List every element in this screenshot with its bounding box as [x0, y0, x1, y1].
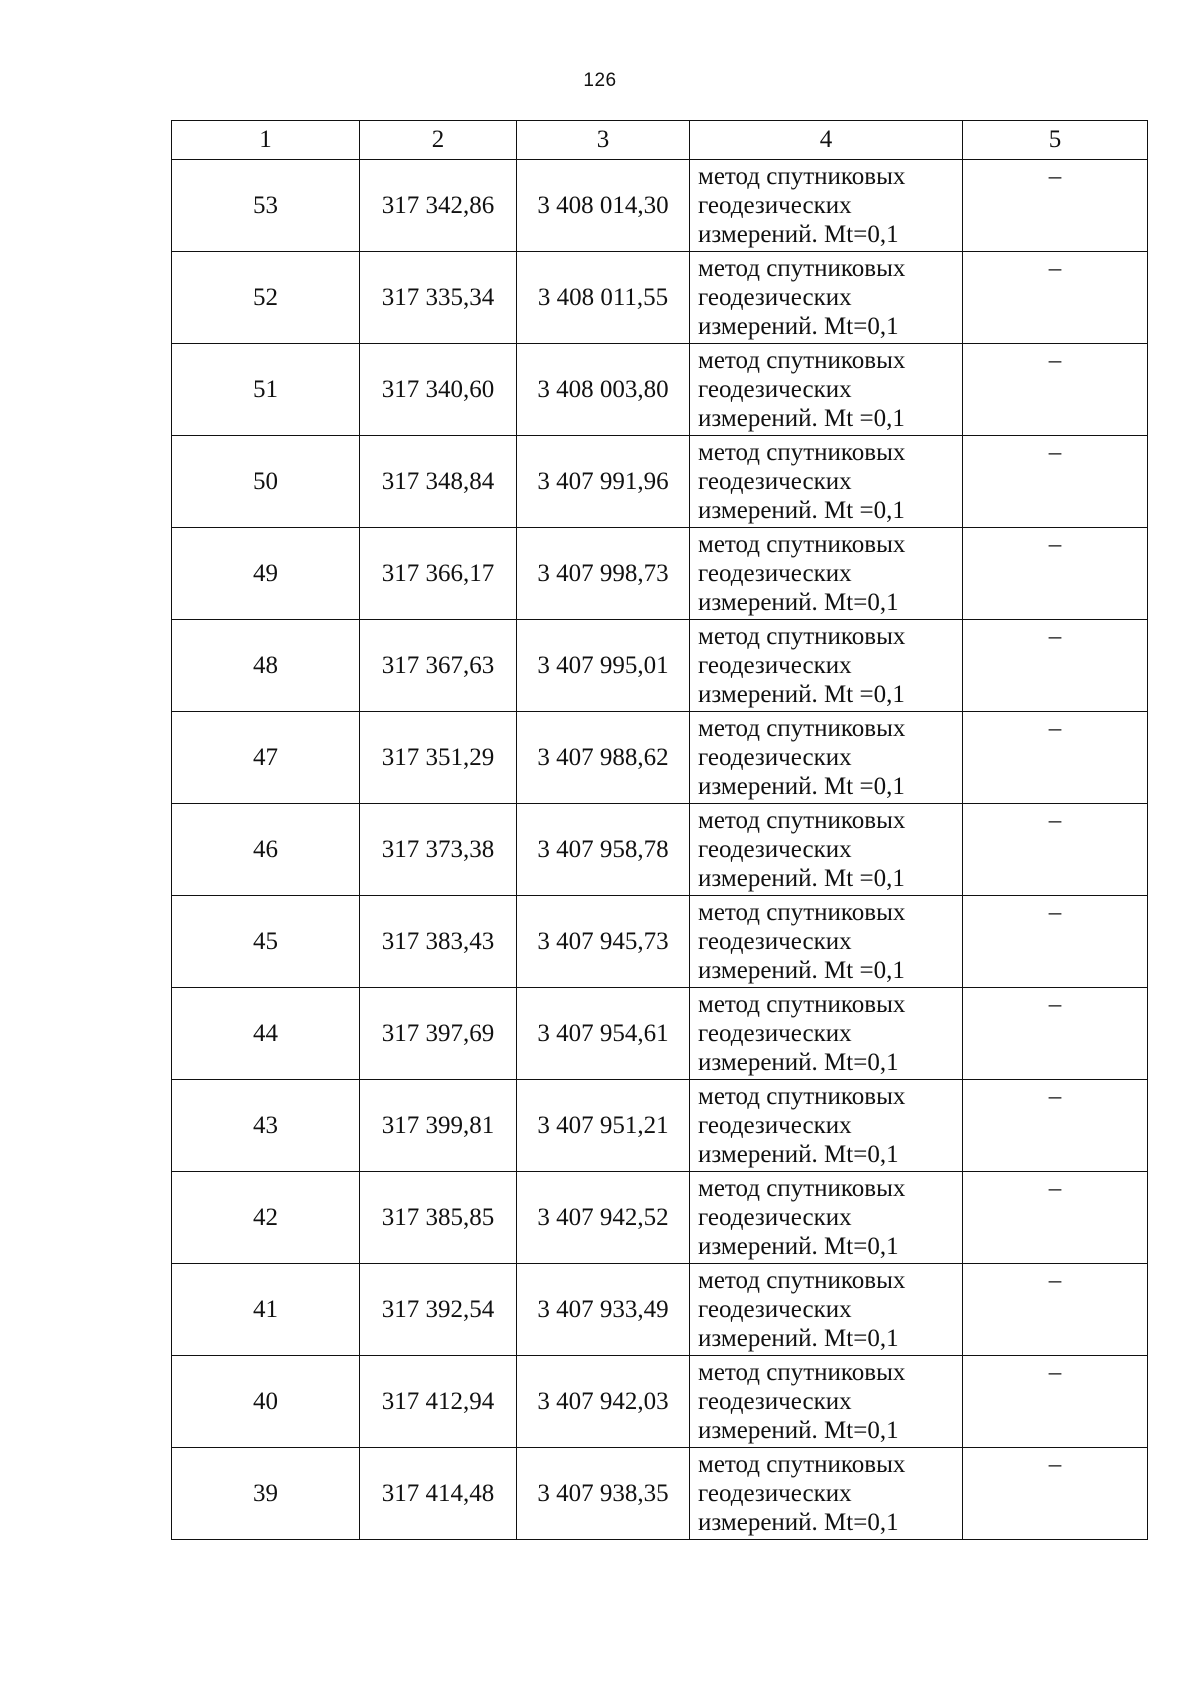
column-header-4: 4 [690, 121, 963, 160]
x-coordinate-cell: 317 342,86 [360, 160, 517, 252]
method-cell [690, 1356, 963, 1448]
header-row [172, 121, 1148, 160]
point-number-cell: 39 [172, 1448, 360, 1540]
method-line: геодезических [698, 376, 852, 403]
point-number-cell: 47 [172, 712, 360, 804]
method-cell [690, 712, 963, 804]
method-line: геодезических [698, 1112, 852, 1139]
method-line: метод спутниковых [698, 163, 906, 190]
method-line: измерений. Mt =0,1 [698, 773, 905, 800]
method-line: метод спутниковых [698, 623, 906, 650]
method-cell [690, 1264, 963, 1356]
method-line: измерений. Mt=0,1 [698, 589, 899, 616]
method-line: измерений. Mt=0,1 [698, 1233, 899, 1260]
table-row [172, 436, 1148, 528]
y-coordinate-cell: 3 408 014,30 [517, 160, 690, 252]
method-line: измерений. Mt=0,1 [698, 1417, 899, 1444]
method-line: метод спутниковых [698, 439, 906, 466]
y-coordinate-cell: 3 407 998,73 [517, 528, 690, 620]
note-cell: – [963, 988, 1148, 1080]
method-line: метод спутниковых [698, 255, 906, 282]
table-row [172, 1080, 1148, 1172]
column-header-1: 1 [172, 121, 360, 160]
method-line: геодезических [698, 1388, 852, 1415]
method-cell [690, 988, 963, 1080]
method-line: измерений. Mt =0,1 [698, 957, 905, 984]
method-line: измерений. Mt =0,1 [698, 865, 905, 892]
table-row [172, 1356, 1148, 1448]
method-line: геодезических [698, 652, 852, 679]
table-row [172, 988, 1148, 1080]
column-header-2: 2 [360, 121, 517, 160]
method-line: метод спутниковых [698, 1359, 906, 1386]
method-line: метод спутниковых [698, 991, 906, 1018]
note-cell: – [963, 1448, 1148, 1540]
note-cell: – [963, 712, 1148, 804]
method-line: метод спутниковых [698, 347, 906, 374]
point-number-cell: 46 [172, 804, 360, 896]
method-cell [690, 1172, 963, 1264]
method-line: метод спутниковых [698, 715, 906, 742]
note-cell: – [963, 1080, 1148, 1172]
table-row [172, 1172, 1148, 1264]
coordinates-table [171, 120, 1148, 1540]
note-cell: – [963, 620, 1148, 712]
x-coordinate-cell: 317 348,84 [360, 436, 517, 528]
method-cell [690, 528, 963, 620]
method-line: геодезических [698, 744, 852, 771]
method-line: метод спутниковых [698, 807, 906, 834]
point-number-cell: 48 [172, 620, 360, 712]
y-coordinate-cell: 3 407 942,03 [517, 1356, 690, 1448]
table-row [172, 896, 1148, 988]
method-line: геодезических [698, 192, 852, 219]
point-number-cell: 52 [172, 252, 360, 344]
page-number: 126 [583, 70, 617, 91]
method-cell [690, 620, 963, 712]
method-line: метод спутниковых [698, 1083, 906, 1110]
method-line: метод спутниковых [698, 1451, 906, 1478]
point-number-cell: 51 [172, 344, 360, 436]
note-cell: – [963, 804, 1148, 896]
method-cell [690, 1080, 963, 1172]
note-cell: – [963, 1264, 1148, 1356]
method-cell [690, 160, 963, 252]
note-cell: – [963, 252, 1148, 344]
y-coordinate-cell: 3 407 945,73 [517, 896, 690, 988]
method-cell [690, 436, 963, 528]
point-number-cell: 45 [172, 896, 360, 988]
y-coordinate-cell: 3 408 003,80 [517, 344, 690, 436]
method-line: геодезических [698, 468, 852, 495]
x-coordinate-cell: 317 340,60 [360, 344, 517, 436]
x-coordinate-cell: 317 335,34 [360, 252, 517, 344]
y-coordinate-cell: 3 407 933,49 [517, 1264, 690, 1356]
column-header-3: 3 [517, 121, 690, 160]
x-coordinate-cell: 317 385,85 [360, 1172, 517, 1264]
note-cell: – [963, 344, 1148, 436]
method-line: измерений. Mt=0,1 [698, 313, 899, 340]
y-coordinate-cell: 3 407 942,52 [517, 1172, 690, 1264]
method-line: измерений. Mt=0,1 [698, 1141, 899, 1168]
method-line: геодезических [698, 1204, 852, 1231]
method-line: измерений. Mt=0,1 [698, 1049, 899, 1076]
table-row [172, 252, 1148, 344]
note-cell: – [963, 436, 1148, 528]
table-row [172, 1448, 1148, 1540]
method-line: измерений. Mt =0,1 [698, 405, 905, 432]
table-row [172, 1264, 1148, 1356]
x-coordinate-cell: 317 373,38 [360, 804, 517, 896]
x-coordinate-cell: 317 412,94 [360, 1356, 517, 1448]
y-coordinate-cell: 3 407 938,35 [517, 1448, 690, 1540]
y-coordinate-cell: 3 407 958,78 [517, 804, 690, 896]
method-line: метод спутниковых [698, 1175, 906, 1202]
y-coordinate-cell: 3 407 991,96 [517, 436, 690, 528]
x-coordinate-cell: 317 397,69 [360, 988, 517, 1080]
point-number-cell: 49 [172, 528, 360, 620]
point-number-cell: 44 [172, 988, 360, 1080]
note-cell: – [963, 896, 1148, 988]
method-line: измерений. Mt=0,1 [698, 1509, 899, 1536]
point-number-cell: 41 [172, 1264, 360, 1356]
table-row [172, 160, 1148, 252]
method-line: измерений. Mt=0,1 [698, 221, 899, 248]
point-number-cell: 42 [172, 1172, 360, 1264]
method-cell [690, 344, 963, 436]
x-coordinate-cell: 317 392,54 [360, 1264, 517, 1356]
method-line: геодезических [698, 284, 852, 311]
method-cell [690, 896, 963, 988]
y-coordinate-cell: 3 407 954,61 [517, 988, 690, 1080]
method-line: измерений. Mt =0,1 [698, 681, 905, 708]
method-line: метод спутниковых [698, 899, 906, 926]
note-cell: – [963, 1172, 1148, 1264]
y-coordinate-cell: 3 407 995,01 [517, 620, 690, 712]
note-cell: – [963, 160, 1148, 252]
method-cell [690, 1448, 963, 1540]
y-coordinate-cell: 3 407 988,62 [517, 712, 690, 804]
method-line: геодезических [698, 1296, 852, 1323]
table-row [172, 712, 1148, 804]
x-coordinate-cell: 317 383,43 [360, 896, 517, 988]
x-coordinate-cell: 317 366,17 [360, 528, 517, 620]
table-row [172, 528, 1148, 620]
method-line: метод спутниковых [698, 531, 906, 558]
method-line: измерений. Mt=0,1 [698, 1325, 899, 1352]
method-line: геодезических [698, 1020, 852, 1047]
y-coordinate-cell: 3 407 951,21 [517, 1080, 690, 1172]
method-cell [690, 252, 963, 344]
column-header-5: 5 [963, 121, 1148, 160]
method-line: метод спутниковых [698, 1267, 906, 1294]
method-cell [690, 804, 963, 896]
note-cell: – [963, 528, 1148, 620]
x-coordinate-cell: 317 399,81 [360, 1080, 517, 1172]
method-line: геодезических [698, 1480, 852, 1507]
method-line: геодезических [698, 928, 852, 955]
table-row [172, 804, 1148, 896]
method-line: геодезических [698, 560, 852, 587]
method-line: измерений. Mt =0,1 [698, 497, 905, 524]
x-coordinate-cell: 317 351,29 [360, 712, 517, 804]
table-body [172, 121, 1148, 1540]
point-number-cell: 50 [172, 436, 360, 528]
point-number-cell: 43 [172, 1080, 360, 1172]
x-coordinate-cell: 317 414,48 [360, 1448, 517, 1540]
table-row [172, 344, 1148, 436]
method-line: геодезических [698, 836, 852, 863]
x-coordinate-cell: 317 367,63 [360, 620, 517, 712]
point-number-cell: 40 [172, 1356, 360, 1448]
note-cell: – [963, 1356, 1148, 1448]
y-coordinate-cell: 3 408 011,55 [517, 252, 690, 344]
table-row [172, 620, 1148, 712]
point-number-cell: 53 [172, 160, 360, 252]
